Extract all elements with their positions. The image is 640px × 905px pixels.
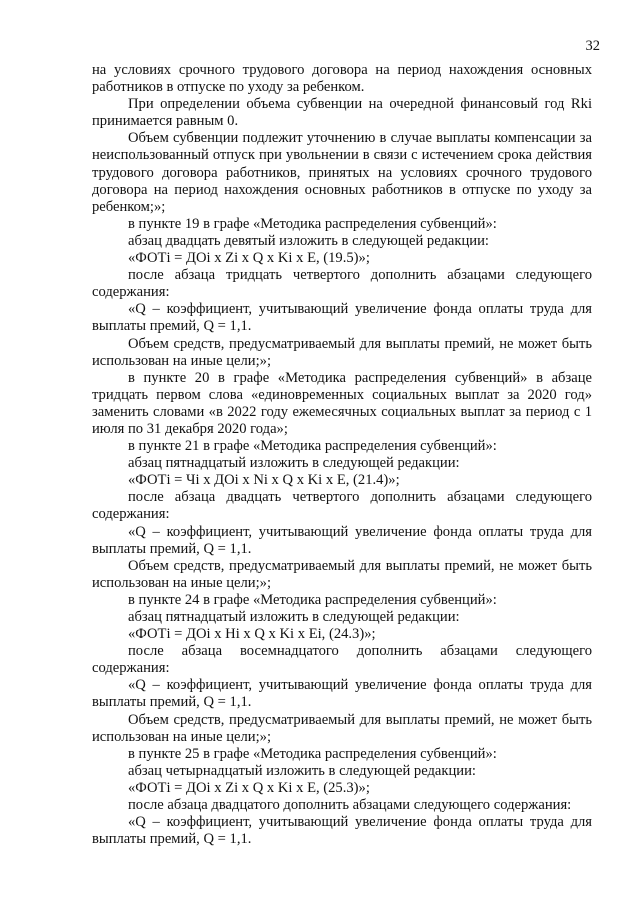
- paragraph: При определении объема субвенции на очередной финансовый год Rki принимается равным 0.: [92, 96, 592, 130]
- paragraph: в пункте 25 в графе «Методика распределения субвенций»:: [128, 745, 497, 762]
- paragraph: в пункте 21 в графе «Методика распределения субвенций»:: [128, 438, 497, 455]
- formula-paragraph: «ФОТi = ДОi x Zi x Q x Ki x E, (25.3)»;: [128, 779, 370, 796]
- paragraph: абзац четырнадцатый изложить в следующей редакции:: [128, 762, 476, 779]
- formula-paragraph: «ФОТi = ДОi x Zi x Q x Ki x E, (19.5)»;: [128, 250, 370, 267]
- paragraph: в пункте 19 в графе «Методика распределения субвенций»:: [128, 215, 497, 232]
- formula-paragraph: «ФОТi = ДОi x Hi x Q x Ki x Ei, (24.3)»;: [128, 626, 376, 643]
- paragraph: «Q – коэффициент, учитывающий увеличение фонда оплаты труда для выплаты премий, Q = 1,1.: [92, 814, 592, 848]
- paragraph: абзац двадцать девятый изложить в следующей редакции:: [128, 232, 489, 249]
- paragraph: после абзаца двадцатого дополнить абзацами следующего содержания:: [128, 797, 572, 814]
- paragraph: после абзаца восемнадцатого дополнить абзацами следующего содержания:: [92, 643, 592, 677]
- paragraph: после абзаца тридцать четвертого дополнить абзацами следующего содержания:: [92, 267, 592, 301]
- paragraph: Объем средств, предусматриваемый для выплаты премий, не может быть использован на иные цели;»;: [92, 557, 592, 591]
- document-body: [92, 62, 592, 848]
- paragraph: Объем субвенции подлежит уточнению в случае выплаты компенсации за неиспользованный отпуск при увольнении в связи с истечением срока действия трудового договора работников, принятых на условиях срочного трудового договора на период нахождения основных работников в отпуске по уходу за ребенком;»;: [92, 130, 592, 215]
- paragraph: абзац пятнадцатый изложить в следующей редакции:: [128, 455, 460, 472]
- formula-paragraph: «ФОТi = Чi x ДОi x Ni x Q x Ki x E, (21.4)»;: [128, 472, 400, 489]
- paragraph: в пункте 20 в графе «Методика распределения субвенций» в абзаце тридцать первом слова «единовременных социальных выплат за 2020 год» заменить словами «в 2022 году ежемесячных социальных выплат за период с 1 июля по 31 декабря 2020 года»;: [92, 369, 592, 437]
- paragraph: Объем средств, предусматриваемый для выплаты премий, не может быть использован на иные цели;»;: [92, 711, 592, 745]
- paragraph: Объем средств, предусматриваемый для выплаты премий, не может быть использован на иные цели;»;: [92, 335, 592, 369]
- paragraph: «Q – коэффициент, учитывающий увеличение фонда оплаты труда для выплаты премий, Q = 1,1.: [92, 677, 592, 711]
- paragraph: абзац пятнадцатый изложить в следующей редакции:: [128, 609, 460, 625]
- paragraph: в пункте 24 в графе «Методика распределения субвенций»:: [128, 591, 497, 608]
- paragraph: на условиях срочного трудового договора на период нахождения основных работников в отпуске по уходу за ребенком.: [92, 62, 592, 96]
- paragraph: после абзаца двадцать четвертого дополнить абзацами следующего содержания:: [92, 489, 592, 523]
- paragraph: «Q – коэффициент, учитывающий увеличение фонда оплаты труда для выплаты премий, Q = 1,1.: [92, 523, 592, 557]
- paragraph: «Q – коэффициент, учитывающий увеличение фонда оплаты труда для выплаты премий, Q = 1,1.: [92, 301, 592, 335]
- page-number: 32: [585, 38, 600, 54]
